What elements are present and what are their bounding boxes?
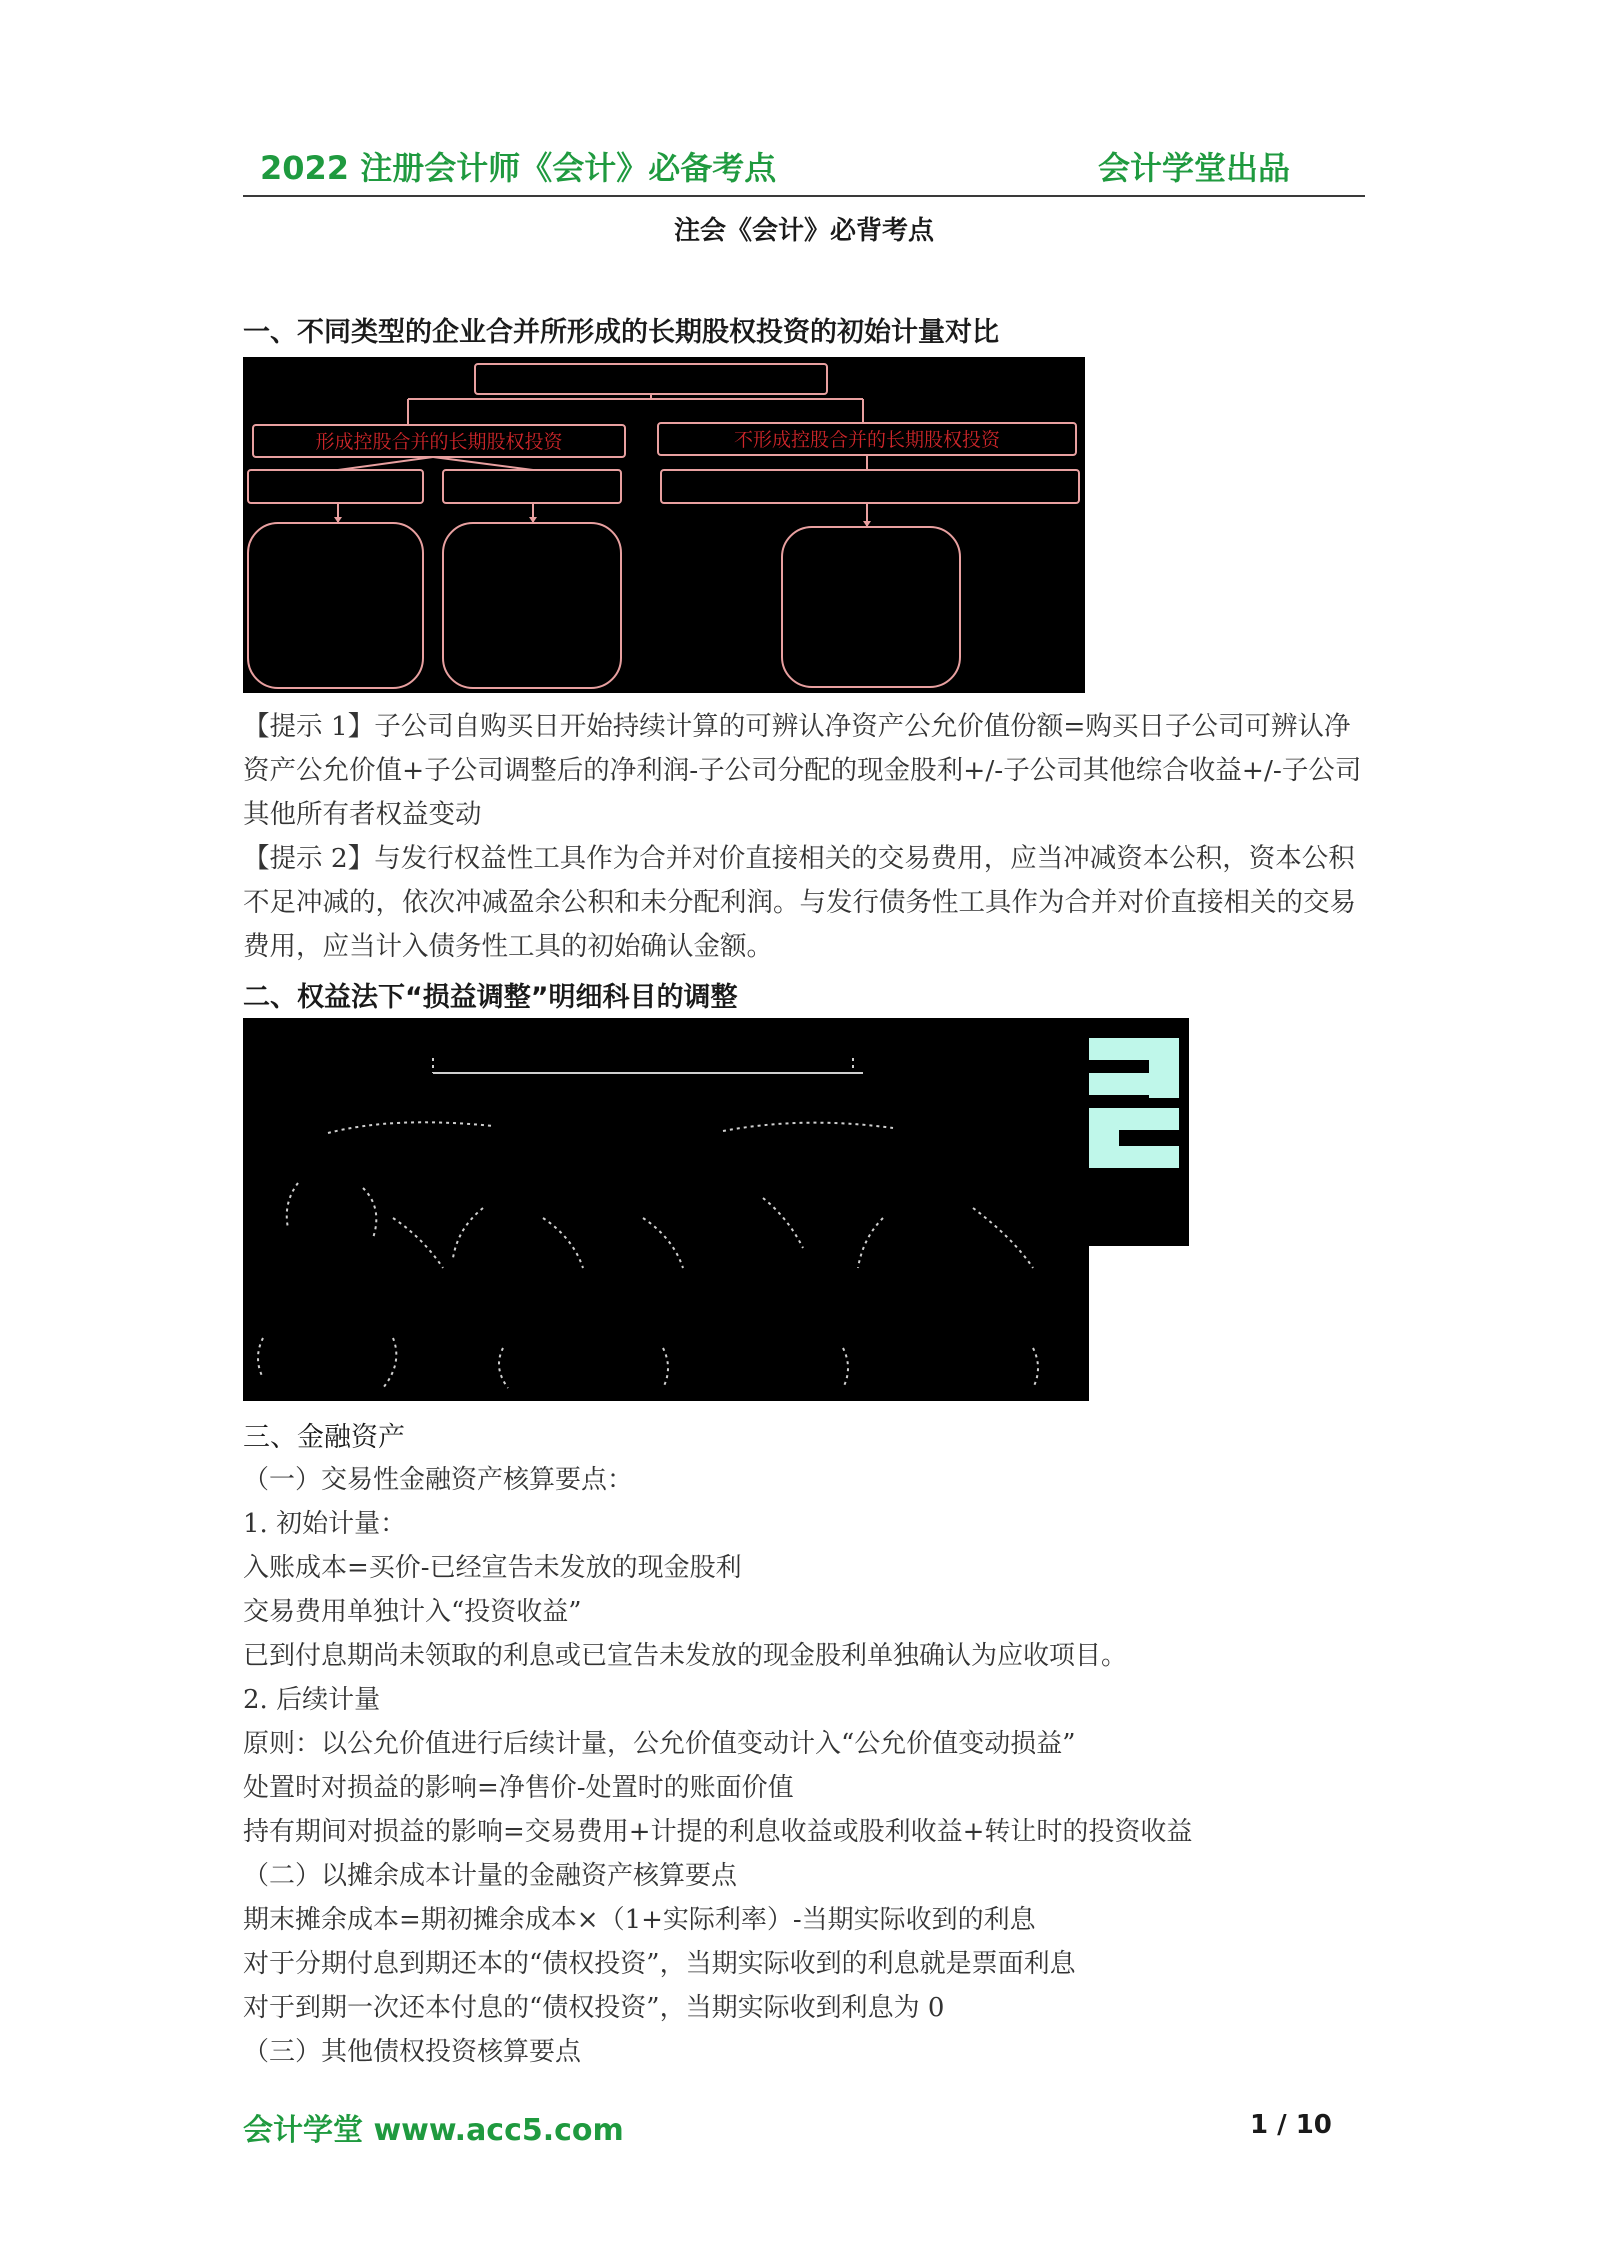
page-number: 1 / 10: [1250, 2110, 1332, 2140]
text-line: 入账成本=买价-已经宣告未发放的现金股利: [243, 1553, 742, 1583]
tip-1: 【提示 1】子公司自购买日开始持续计算的可辨认净资产公允价值份额=购买日子公司可辨认净资产公允价值+子公司调整后的净利润-子公司分配的现金股利+/-子公司其他综合收益+/-子公司其他所有者权益变动: [243, 711, 1362, 830]
diagram-initial-measurement: [243, 357, 1085, 693]
text-line: 交易费用单独计入“投资收益”: [243, 1597, 582, 1627]
text-line: 2. 后续计量: [243, 1685, 381, 1715]
text-line: 对于到期一次还本付息的“债权投资”，当期实际收到利息为 0: [243, 1993, 945, 2023]
text-line: 对于分期付息到期还本的“债权投资”，当期实际收到的利息就是票面利息: [243, 1949, 1076, 1979]
header-title: 2022 注册会计师《会计》必备考点: [260, 149, 777, 187]
text-line: 处置时对损益的影响=净售价-处置时的账面价值: [243, 1773, 794, 1803]
watermark-logo: [1089, 1018, 1189, 1246]
text-line: 原则：以公允价值进行后续计量，公允价值变动计入“公允价值变动损益”: [243, 1729, 1076, 1759]
diagram-left-label: 形成控股合并的长期股权投资: [315, 431, 563, 453]
text-line: 已到付息期尚未领取的利息或已宣告未发放的现金股利单独确认为应收项目。: [243, 1641, 1128, 1671]
text-line: （二）以摊余成本计量的金融资产核算要点: [243, 1861, 738, 1891]
text-line: 持有期间对损益的影响=交易费用+计提的利息收益或股利收益+转让时的投资收益: [243, 1817, 1193, 1847]
section-heading-2: 二、权益法下“损益调整”明细科目的调整: [243, 982, 738, 1013]
document-title: 注会《会计》必背考点: [673, 216, 934, 246]
text-line: 期末摊余成本=期初摊余成本×（1+实际利率）-当期实际收到的利息: [243, 1905, 1036, 1935]
footer-link[interactable]: 会计学堂 www.acc5.com: [243, 2113, 624, 2148]
text-line: （一）交易性金融资产核算要点：: [243, 1465, 634, 1495]
tip-2: 【提示 2】与发行权益性工具作为合并对价直接相关的交易费用，应当冲减资本公积，资本公积不足冲减的，依次冲减盈余公积和未分配利润。与发行债务性工具作为合并对价直接相关的交易费用，应当计入债务性工具的初始确认金额。: [243, 843, 1356, 962]
diagram-profit-loss-adjustment: [243, 1018, 1089, 1401]
diagram-right-label: 不形成控股合并的长期股权投资: [733, 429, 1001, 451]
section-heading-3: 三、金融资产: [243, 1422, 405, 1453]
header-rule: [243, 195, 1365, 197]
text-line: 1. 初始计量：: [243, 1509, 407, 1539]
text-line: （三）其他债权投资核算要点: [243, 2037, 582, 2067]
section-heading-1: 一、不同类型的企业合并所形成的长期股权投资的初始计量对比: [243, 317, 999, 348]
header-brand: 会计学堂出品: [1098, 149, 1291, 187]
